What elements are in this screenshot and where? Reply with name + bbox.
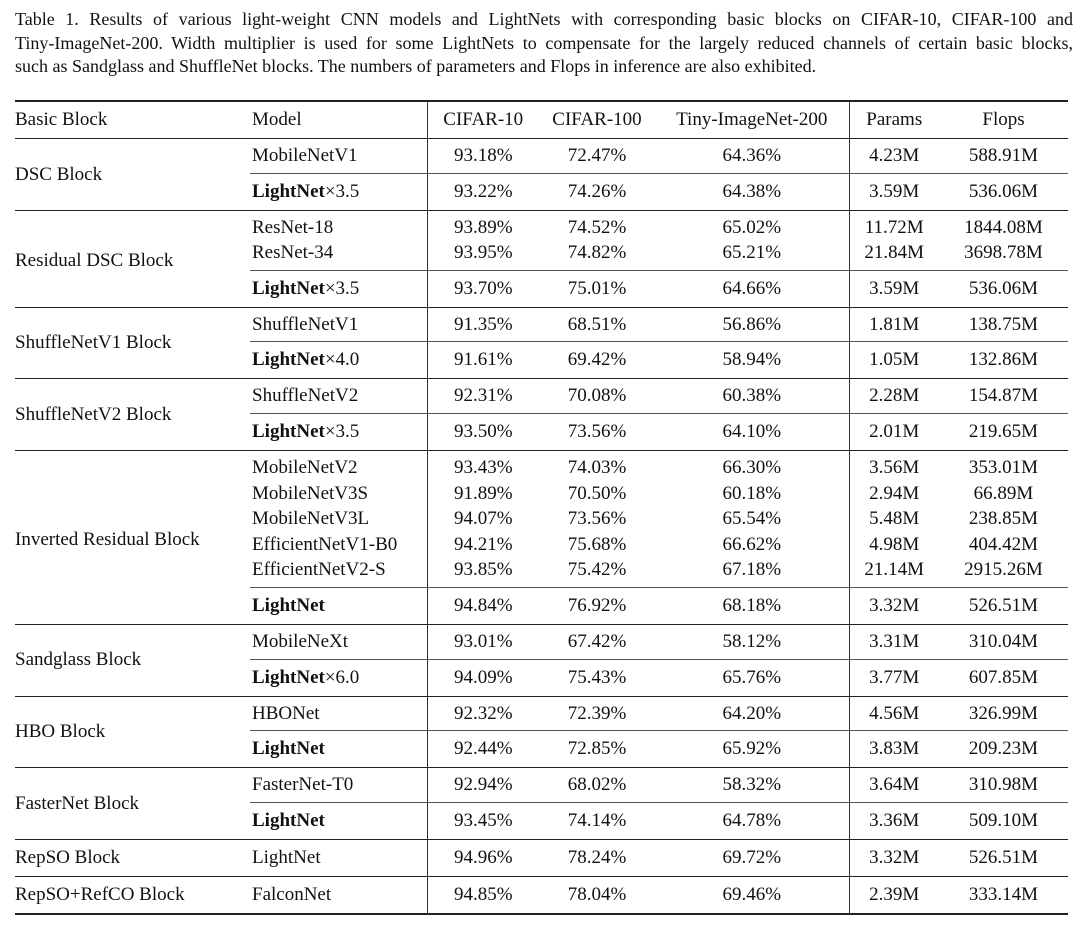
cifar10-cell: 93.95% xyxy=(427,240,539,270)
params-cell: 3.59M xyxy=(849,270,939,307)
flops-cell: 66.89M xyxy=(973,482,1034,504)
tiny-imagenet-cell: 66.30% xyxy=(655,450,849,480)
cifar100-cell: 72.85% xyxy=(539,731,655,768)
params-cell: 4.23M xyxy=(849,139,939,174)
header-row xyxy=(15,101,1068,139)
model-cell xyxy=(250,342,427,379)
params-cell: 1.81M xyxy=(849,307,939,342)
tiny-imagenet-cell: 56.86% xyxy=(655,307,849,342)
model-cell xyxy=(250,173,427,210)
model-cell xyxy=(250,270,427,307)
tiny-imagenet-cell: 58.32% xyxy=(655,768,849,803)
model-cell: LightNet xyxy=(250,839,427,876)
basic-block-cell: HBO Block xyxy=(15,696,250,768)
width-multiplier: ×3.5 xyxy=(324,277,360,299)
model-cell: ResNet-18 xyxy=(250,210,427,240)
cifar100-cell: 74.52% xyxy=(539,210,655,240)
cifar10-cell: 91.89% xyxy=(427,481,539,507)
cifar100-cell: 75.68% xyxy=(567,533,627,555)
model-cell: EfficientNetV2-S xyxy=(252,559,386,581)
table-row xyxy=(15,210,1068,240)
model-cell: FasterNet-T0 xyxy=(250,768,427,803)
tiny-imagenet-cell: 65.02% xyxy=(655,210,849,240)
flops-cell: 353.01M xyxy=(939,450,1068,480)
cifar100-cell: 68.02% xyxy=(539,768,655,803)
cifar10-cell: 93.01% xyxy=(427,624,539,659)
basic-block-cell: Sandglass Block xyxy=(15,624,250,696)
basic-block-cell: ShuffleNetV2 Block xyxy=(15,379,250,451)
tiny-imagenet-cell: 58.12% xyxy=(655,624,849,659)
cifar10-cell: 92.32% xyxy=(427,696,539,731)
basic-block-cell: FasterNet Block xyxy=(15,768,250,840)
tiny-imagenet-cell: 65.92% xyxy=(655,731,849,768)
model-cell xyxy=(250,587,427,624)
model-cell: ShuffleNetV2 xyxy=(250,379,427,414)
table-caption xyxy=(15,8,1073,79)
model-name: LightNet xyxy=(252,349,325,371)
tiny-imagenet-cell: 58.94% xyxy=(655,342,849,379)
params-cell: 2.94M xyxy=(849,481,939,507)
cifar100-cell: 74.14% xyxy=(539,802,655,839)
tiny-imagenet-cell: 64.66% xyxy=(655,270,849,307)
model-cell: MobileNeXt xyxy=(250,624,427,659)
cifar10-cell: 93.45% xyxy=(427,802,539,839)
basic-block-cell: RepSO Block xyxy=(15,839,250,876)
params-cell: 3.83M xyxy=(849,731,939,768)
flops-cell: 526.51M xyxy=(939,587,1068,624)
header-tiny-imagenet: Tiny-ImageNet-200 xyxy=(655,101,849,139)
model-cell: MobileNetV3L xyxy=(252,508,370,530)
caption-line: Table 1. Results of various light-weight CNN models and LightNets with corresponding basic blocks on CIFAR-10, CIFAR-100 and xyxy=(15,9,1073,29)
cifar10-cell: 93.43% xyxy=(427,450,539,480)
model-name: LightNet xyxy=(252,420,325,442)
flops-cell: 138.75M xyxy=(939,307,1068,342)
cifar10-cell: 94.85% xyxy=(427,876,539,914)
cifar100-cell: 74.82% xyxy=(567,242,627,264)
cifar10-cell: 91.35% xyxy=(427,307,539,342)
header-model: Model xyxy=(250,101,427,139)
params-cell: 21.84M xyxy=(849,240,939,270)
flops-cell: 536.06M xyxy=(939,173,1068,210)
cifar10-cell: 93.50% xyxy=(427,413,539,450)
params-cell: 5.48M xyxy=(849,506,939,532)
cifar100-cell: 75.43% xyxy=(539,659,655,696)
cifar10-cell: 92.94% xyxy=(427,768,539,803)
model-cell: HBONet xyxy=(250,696,427,731)
flops-cell: 333.14M xyxy=(939,876,1068,914)
tiny-imagenet-cell: 68.18% xyxy=(655,587,849,624)
params-cell: 3.31M xyxy=(849,624,939,659)
model-name: LightNet xyxy=(252,180,325,202)
cifar100-cell: 78.24% xyxy=(539,839,655,876)
cifar100-cell: 74.26% xyxy=(539,173,655,210)
flops-cell: 310.04M xyxy=(939,624,1068,659)
cifar10-cell: 94.09% xyxy=(427,659,539,696)
tiny-imagenet-cell: 60.38% xyxy=(655,379,849,414)
flops-cell: 238.85M xyxy=(968,508,1039,530)
flops-cell: 509.10M xyxy=(939,802,1068,839)
model-cell: EfficientNetV1-B0 xyxy=(252,533,398,555)
cifar100-cell: 70.50% xyxy=(567,482,627,504)
basic-block-cell: ShuffleNetV1 Block xyxy=(15,307,250,379)
params-cell: 4.98M xyxy=(849,532,939,558)
tiny-imagenet-cell: 64.20% xyxy=(655,696,849,731)
cifar100-cell: 76.92% xyxy=(539,587,655,624)
cifar100-cell: 69.42% xyxy=(539,342,655,379)
model-cell: ShuffleNetV1 xyxy=(250,307,427,342)
table-row xyxy=(15,450,1068,480)
model-cell xyxy=(250,802,427,839)
cifar100-cell: 75.42% xyxy=(567,559,627,581)
cifar10-cell: 94.21% xyxy=(427,532,539,558)
params-cell: 4.56M xyxy=(849,696,939,731)
tiny-imagenet-cell: 64.10% xyxy=(655,413,849,450)
model-cell xyxy=(250,731,427,768)
params-cell: 3.36M xyxy=(849,802,939,839)
cifar100-cell: 67.42% xyxy=(539,624,655,659)
cifar10-cell: 93.89% xyxy=(427,210,539,240)
flops-cell: 209.23M xyxy=(939,731,1068,768)
model-name: LightNet xyxy=(252,594,325,616)
basic-block-cell: Residual DSC Block xyxy=(15,210,250,307)
tiny-imagenet-cell: 69.72% xyxy=(655,839,849,876)
table-row xyxy=(15,876,1068,914)
tiny-imagenet-cell: 69.46% xyxy=(655,876,849,914)
flops-cell: 3698.78M xyxy=(964,242,1043,264)
params-cell: 3.56M xyxy=(849,450,939,480)
header-cifar10: CIFAR-10 xyxy=(427,101,539,139)
params-cell: 2.28M xyxy=(849,379,939,414)
tiny-imagenet-cell: 60.18% xyxy=(722,482,782,504)
model-cell: MobileNetV1 xyxy=(252,145,358,166)
flops-cell: 219.65M xyxy=(939,413,1068,450)
cifar100-cell: 75.01% xyxy=(539,270,655,307)
params-cell: 11.72M xyxy=(849,210,939,240)
flops-cell: 1844.08M xyxy=(939,210,1068,240)
width-multiplier: ×3.5 xyxy=(324,180,360,202)
cifar100-cell: 78.04% xyxy=(539,876,655,914)
cifar10-cell: 93.22% xyxy=(427,173,539,210)
cifar10-cell: 93.18% xyxy=(427,139,539,174)
flops-cell: 310.98M xyxy=(939,768,1068,803)
model-cell: MobileNetV3S xyxy=(252,482,369,504)
table-body xyxy=(15,139,1068,914)
params-cell: 3.64M xyxy=(849,768,939,803)
params-cell: 3.59M xyxy=(849,173,939,210)
cifar100-cell: 68.51% xyxy=(539,307,655,342)
flops-cell: 154.87M xyxy=(939,379,1068,414)
cifar10-cell: 94.96% xyxy=(427,839,539,876)
flops-cell: 2915.26M xyxy=(964,559,1043,581)
caption-line: such as Sandglass and ShuffleNet blocks. The numbers of parameters and Flops in inference are also exhibited. xyxy=(15,56,817,76)
cifar100-cell: 74.03% xyxy=(539,450,655,480)
cifar10-cell: 92.44% xyxy=(427,731,539,768)
model-cell: FalconNet xyxy=(250,876,427,914)
cifar10-cell: 92.31% xyxy=(427,379,539,414)
model-cell: ResNet-34 xyxy=(252,242,334,264)
cifar100-cell: 72.39% xyxy=(539,696,655,731)
params-cell: 3.32M xyxy=(849,839,939,876)
model-name: LightNet xyxy=(252,809,325,831)
flops-cell: 588.91M xyxy=(968,145,1039,166)
cifar10-cell: 94.07% xyxy=(427,506,539,532)
cifar100-cell: 70.08% xyxy=(539,379,655,414)
tiny-imagenet-cell: 65.21% xyxy=(722,242,782,264)
tiny-imagenet-cell: 64.38% xyxy=(655,173,849,210)
model-name: LightNet xyxy=(252,277,325,299)
table-row xyxy=(15,768,1068,803)
cifar10-cell: 91.61% xyxy=(427,342,539,379)
params-cell: 3.32M xyxy=(849,587,939,624)
tiny-imagenet-cell: 66.62% xyxy=(722,533,782,555)
table-row xyxy=(15,307,1068,342)
header-basic-block: Basic Block xyxy=(15,101,250,139)
flops-cell: 404.42M xyxy=(968,533,1039,555)
width-multiplier: ×6.0 xyxy=(324,666,360,688)
header-flops: Flops xyxy=(939,101,1068,139)
model-cell: MobileNetV2 xyxy=(250,450,427,480)
params-cell: 1.05M xyxy=(849,342,939,379)
flops-cell: 526.51M xyxy=(939,839,1068,876)
basic-block-cell: DSC Block xyxy=(15,163,103,185)
basic-block-cell: RepSO+RefCO Block xyxy=(15,876,250,914)
cifar100-cell: 72.47% xyxy=(567,145,627,166)
model-name: LightNet xyxy=(252,738,325,760)
tiny-imagenet-cell: 64.36% xyxy=(722,145,782,166)
header-params: Params xyxy=(849,101,939,139)
flops-cell: 607.85M xyxy=(939,659,1068,696)
params-cell: 3.77M xyxy=(849,659,939,696)
cifar100-cell: 73.56% xyxy=(539,413,655,450)
tiny-imagenet-cell: 64.78% xyxy=(655,802,849,839)
flops-cell: 132.86M xyxy=(939,342,1068,379)
model-name: LightNet xyxy=(252,666,325,688)
flops-cell: 536.06M xyxy=(939,270,1068,307)
params-cell: 2.01M xyxy=(849,413,939,450)
table-row xyxy=(15,696,1068,731)
cifar10-cell: 93.70% xyxy=(427,270,539,307)
params-cell: 21.14M xyxy=(849,557,939,587)
header-cifar100: CIFAR-100 xyxy=(539,101,655,139)
tiny-imagenet-cell: 67.18% xyxy=(722,559,782,581)
tiny-imagenet-cell: 65.76% xyxy=(655,659,849,696)
tiny-imagenet-cell: 65.54% xyxy=(722,508,782,530)
width-multiplier: ×4.0 xyxy=(324,349,360,371)
cifar10-cell: 94.84% xyxy=(427,587,539,624)
table-row xyxy=(15,379,1068,414)
width-multiplier: ×3.5 xyxy=(324,420,360,442)
caption-line: Tiny-ImageNet-200. Width multiplier is used for some LightNets to compensate for the largely reduced channels of certain basic blocks, xyxy=(15,32,1073,53)
model-cell xyxy=(250,413,427,450)
model-cell xyxy=(250,659,427,696)
flops-cell: 326.99M xyxy=(939,696,1068,731)
params-cell: 2.39M xyxy=(849,876,939,914)
basic-block-cell: Inverted Residual Block xyxy=(15,450,250,624)
cifar100-cell: 73.56% xyxy=(567,508,627,530)
table-row xyxy=(15,139,1068,174)
results-table xyxy=(15,100,1068,915)
table-row xyxy=(15,624,1068,659)
cifar10-cell: 93.85% xyxy=(427,557,539,587)
table-row xyxy=(15,839,1068,876)
